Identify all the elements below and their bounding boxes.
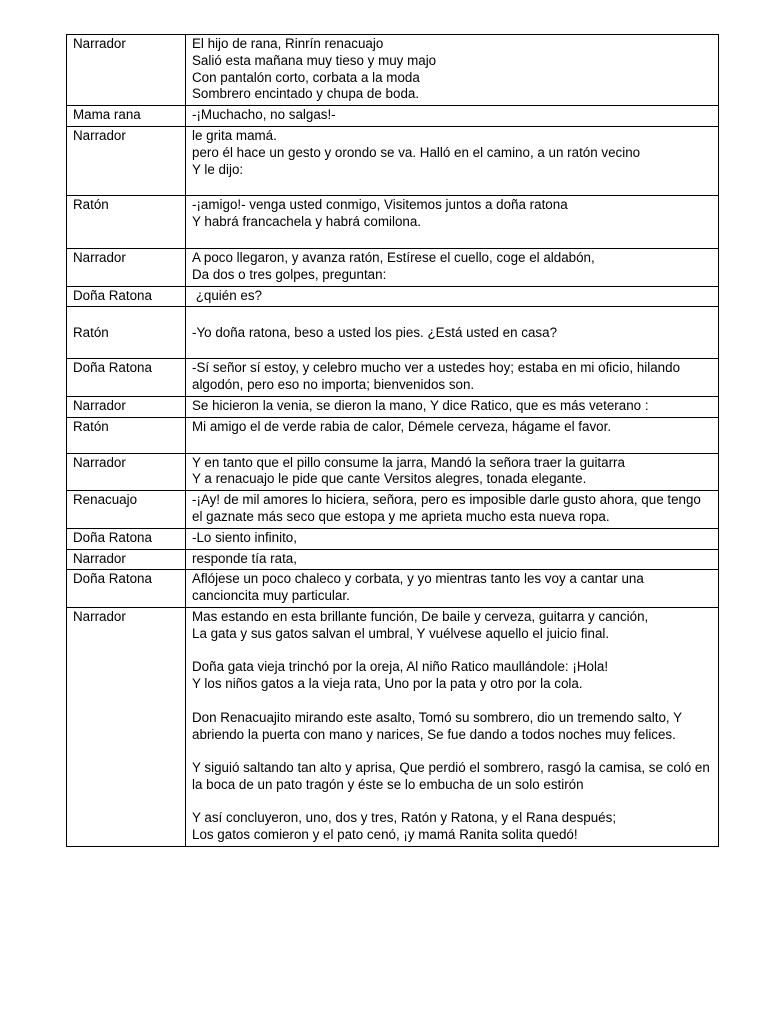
dialogue-line: Da dos o tres golpes, preguntan: [192,266,387,282]
table-row [67,35,719,106]
dialogue-line: responde tía rata, [192,550,297,566]
dialogue-line: -¡amigo!- venga usted conmigo, Visitemos juntos a doña ratona [192,197,568,213]
table-row [67,549,719,570]
dialogue-line: Y así concluyeron, uno, dos y tres, Ratón y Ratona, y el Rana después; [192,810,617,826]
dialogue-cell [186,528,719,549]
speaker-cell: Ratón [67,196,186,249]
dialogue-line: A poco llegaron, y avanza ratón, Estírese el cuello, coge el aldabón, [192,249,595,265]
speaker-cell: Ratón [67,417,186,453]
dialogue-cell [186,396,719,417]
dialogue-line: Salió esta mañana muy tieso y muy majo [192,52,437,68]
dialogue-line: Mi amigo el de verde rabia de calor, Démele cerveza, hágame el favor. [192,418,612,434]
dialogue-line: Y habrá francachela y habrá comilona. [192,214,422,230]
dialogue-cell [186,248,719,286]
dialogue-line: le grita mamá. [192,127,277,143]
spacer [192,643,712,660]
speaker-cell: Narrador [67,126,186,195]
dialogue-line: Y le dijo: [192,161,244,177]
dialogue-cell [186,549,719,570]
speaker-cell: Mama rana [67,106,186,127]
table-row [67,106,719,127]
dialogue-cell [186,607,719,846]
speaker-label: Ratón [73,325,109,341]
spacer [192,308,712,325]
spacer [73,308,179,325]
speaker-cell: Narrador [67,248,186,286]
table-row [67,307,719,359]
table-row [67,453,719,491]
table-row [67,570,719,608]
dialogue-cell [186,286,719,307]
dialogue-line: Y siguió saltando tan alto y aprisa, Que perdió el sombrero, rasgó la camisa, se coló en la boca de un pato tragón y éste se lo embucha de un solo estirón [192,760,710,792]
dialogue-line: -Sí señor sí estoy, y celebro mucho ver a ustedes hoy; estaba en mi oficio, hilando algodón, pero eso no importa; bienvenidos son. [192,360,681,393]
dialogue-line: -¡Ay! de mil amores lo hiciera, señora, pero es imposible darle gusto ahora, que tengo el gaznate más seco que estopa y me aprieta mucho esta nueva ropa. [192,492,701,524]
speaker-cell: Narrador [67,453,186,491]
table-row [67,491,719,529]
dialogue-line: Y los niños gatos a la vieja rata, Uno por la pata y otro por la cola. [192,676,583,692]
speaker-cell: Narrador [67,396,186,417]
dialogue-cell [186,35,719,106]
dialogue-table [66,34,719,847]
table-row [67,528,719,549]
dialogue-line: Mas estando en esta brillante función, De baile y cerveza, guitarra y canción, [192,608,649,624]
dialogue-line: -¡Muchacho, no salgas!- [192,107,336,123]
speaker-cell: Doña Ratona [67,570,186,608]
dialogue-line: El hijo de rana, Rinrín renacuajo [192,36,384,51]
speaker-cell: Narrador [67,607,186,846]
dialogue-line: -Lo siento infinito, [192,529,297,545]
dialogue-cell [186,570,719,608]
dialogue-cell [186,491,719,529]
dialogue-line: Y a renacuajo le pide que cante Versitos alegres, tonada elegante. [192,471,587,487]
dialogue-cell [186,453,719,491]
dialogue-line: ¿quién es? [192,287,262,303]
spacer [192,743,712,760]
dialogue-line: La gata y sus gatos salvan el umbral, Y vuélvese aquello el juicio final. [192,625,610,641]
speaker-cell [67,307,186,359]
dialogue-cell [186,126,719,195]
spacer [192,794,712,811]
table-row [67,417,719,453]
dialogue-line: Aflójese un poco chaleco y corbata, y yo mientras tanto les voy a cantar una cancioncita muy particular. [192,571,644,604]
script-document [66,34,718,884]
dialogue-cell [186,307,719,359]
speaker-cell: Doña Ratona [67,359,186,397]
table-row [67,286,719,307]
dialogue-cell [186,106,719,127]
speaker-cell: Doña Ratona [67,286,186,307]
dialogue-cell [186,359,719,397]
dialogue-line: Con pantalón corto, corbata a la moda [192,69,420,85]
table-row [67,126,719,195]
dialogue-line: pero él hace un gesto y orondo se va. Halló en el camino, a un ratón vecino [192,144,641,160]
spacer [192,693,712,710]
dialogue-line: -Yo doña ratona, beso a usted los pies. ¿Está usted en casa? [192,325,558,341]
dialogue-line: Don Renacuajito mirando este asalto, Tomó su sombrero, dio un tremendo salto, Y abriendo la puerta con mano y narices, Se fue dando a todos noches muy felices. [192,709,682,742]
speaker-cell: Narrador [67,549,186,570]
table-row [67,248,719,286]
table-row [67,196,719,249]
dialogue-line: Doña gata vieja trinchó por la oreja, Al niño Ratico maullándole: ¡Hola! [192,659,609,675]
speaker-cell: Narrador [67,35,186,106]
table-row [67,607,719,846]
speaker-cell: Doña Ratona [67,528,186,549]
dialogue-line: Sombrero encintado y chupa de boda. [192,86,420,102]
table-row [67,359,719,397]
table-row [67,396,719,417]
dialogue-line: Se hicieron la venia, se dieron la mano, Y dice Ratico, que es más veterano : [192,397,649,413]
dialogue-cell [186,417,719,453]
speaker-cell: Renacuajo [67,491,186,529]
dialogue-line: Los gatos comieron y el pato cenó, ¡y mamá Ranita solita quedó! [192,827,578,843]
dialogue-line: Y en tanto que el pillo consume la jarra, Mandó la señora traer la guitarra [192,454,625,470]
dialogue-cell [186,196,719,249]
